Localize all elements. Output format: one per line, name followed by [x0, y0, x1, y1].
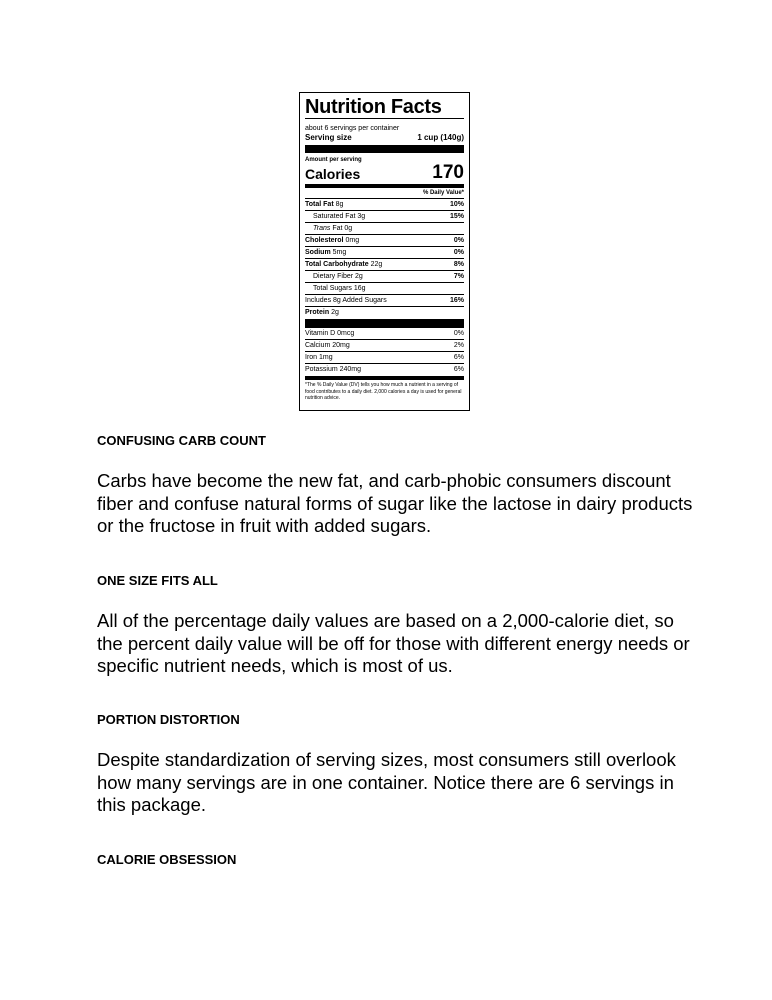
vitamin-row: Vitamin D 0mcg 0% [305, 330, 464, 337]
serving-size-label: Serving size [305, 133, 352, 142]
calories-row [305, 164, 464, 182]
section-heading: CONFUSING CARB COUNT [97, 433, 266, 448]
nutrient-row-saturated-fat: Saturated Fat 3g 15% [305, 210, 464, 222]
nutrient-row-total-fat: Total Fat 8g 10% [305, 198, 464, 210]
nutrition-facts-label [299, 92, 470, 411]
amount-per-serving: Amount per serving [305, 157, 362, 163]
servings-per-container: about 6 servings per container [305, 125, 400, 132]
section-heading: CALORIE OBSESSION [97, 852, 237, 867]
nutrient-row-total-carbohydrate: Total Carbohydrate 22g 8% [305, 258, 464, 270]
serving-size-row [305, 133, 464, 143]
section-body: Carbs have become the new fat, and carb-phobic consumers discount fiber and confuse natural forms of sugar like the lactose in dairy products or the fructose in fruit with added sugars. [97, 470, 693, 536]
daily-value-footnote: *The % Daily Value (DV) tells you how much a nutrient in a serving of food contributes to a daily diet. 2,000 calories a day is used for general nutrition advice. [305, 382, 462, 401]
calories-label: Calories [305, 166, 361, 182]
calories-value: 170 [432, 162, 464, 183]
nutrient-row-total-sugars: Total Sugars 16g [305, 282, 464, 294]
nutrient-row-added-sugars: Includes 8g Added Sugars 16% [305, 294, 464, 306]
serving-size-value: 1 cup (140g) [417, 133, 464, 142]
nutrient-row-sodium: Sodium 5mg 0% [305, 246, 464, 258]
nutrient-row-dietary-fiber: Dietary Fiber 2g 7% [305, 270, 464, 282]
section-heading: ONE SIZE FITS ALL [97, 573, 218, 588]
vitamin-row: Iron 1mg 6% [305, 351, 464, 363]
section-body: Despite standardization of serving sizes, most consumers still overlook how many servings are in one container. Notice there are 6 servings in this package. [97, 749, 676, 815]
daily-value-header: % Daily Value* [422, 190, 464, 196]
thick-divider-vitamins [305, 319, 464, 328]
nutrient-row-cholesterol: Cholesterol 0mg 0% [305, 234, 464, 246]
section-heading: PORTION DISTORTION [97, 712, 240, 727]
nutrient-row-protein: Protein 2g [305, 306, 464, 318]
nutrient-row-trans-fat: Trans Fat 0g [305, 222, 464, 234]
thick-divider [305, 145, 464, 153]
footnote-divider [305, 376, 464, 380]
vitamins-list [305, 328, 464, 375]
section-body: All of the percentage daily values are based on a 2,000-calorie diet, so the percent daily value will be off for those with different energy needs or specific nutrient needs, which is most of us. [97, 610, 690, 676]
label-title: Nutrition Facts [305, 96, 442, 118]
vitamin-row: Potassium 240mg 6% [305, 363, 464, 375]
vitamin-row: Calcium 20mg 2% [305, 339, 464, 351]
